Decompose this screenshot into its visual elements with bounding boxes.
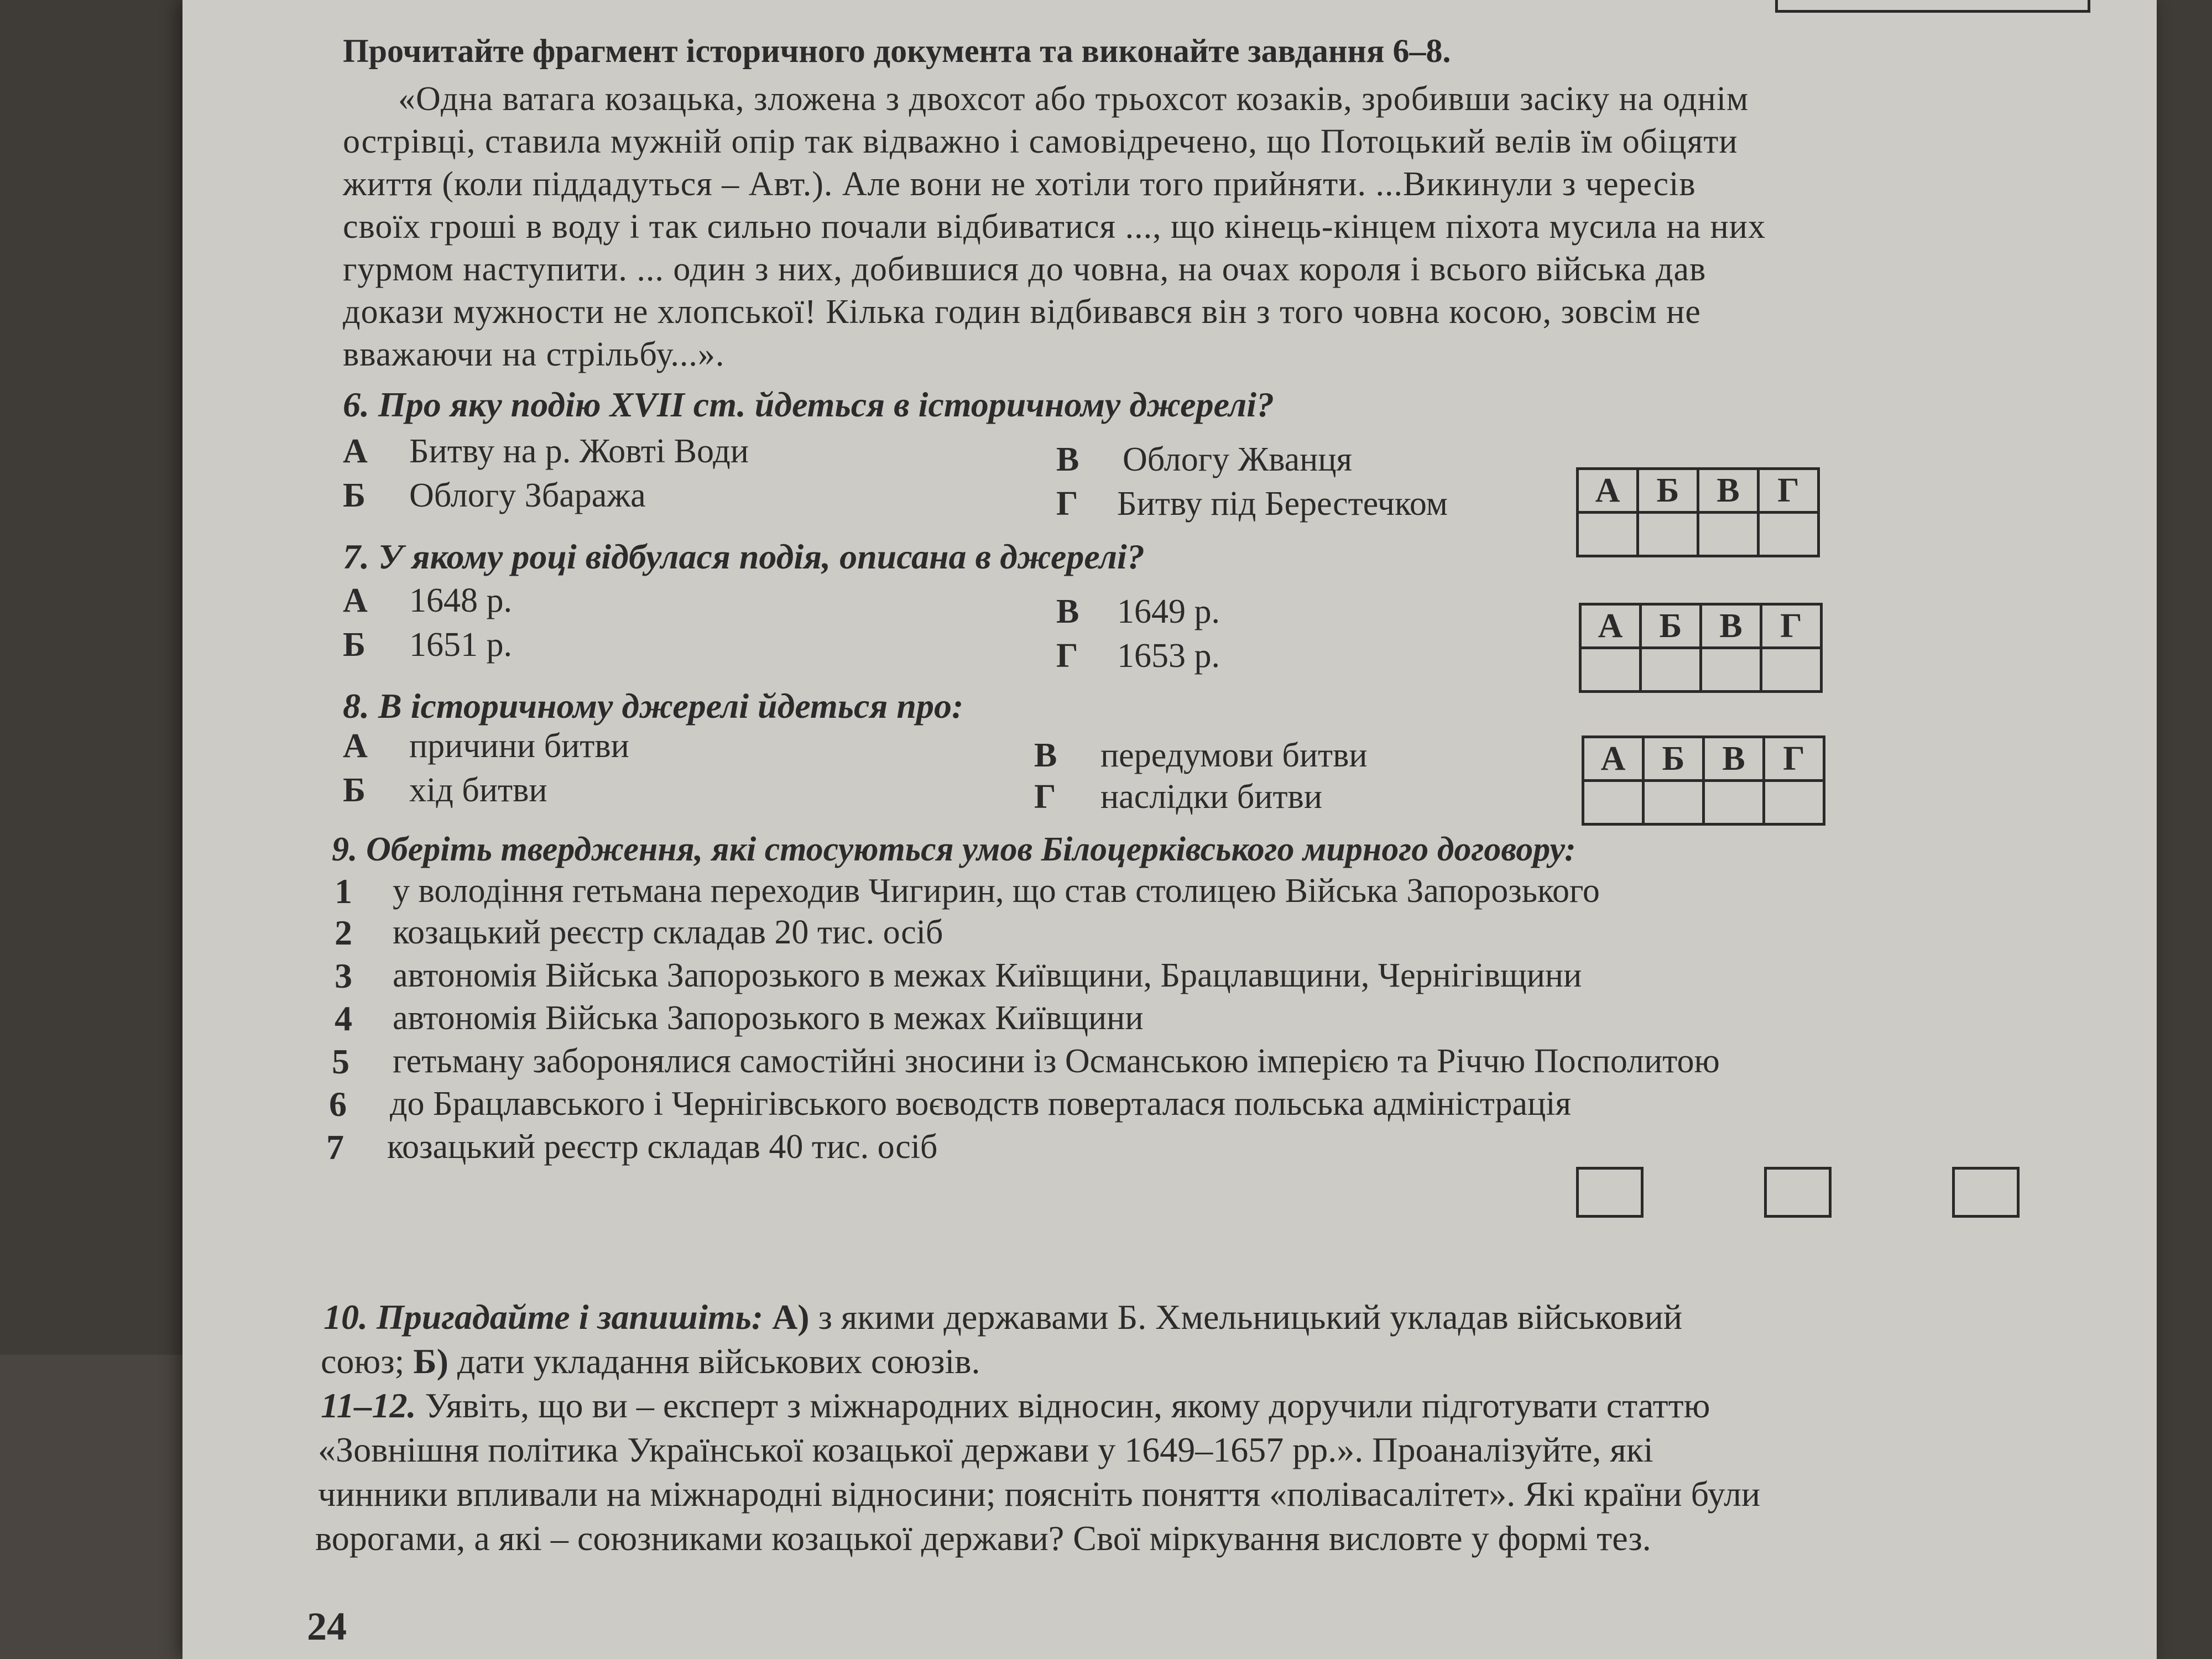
answer-box-2[interactable]: [1764, 1167, 1832, 1218]
question-9: 9. Оберіть твердження, які стосуються умов Білоцерківського мирного договору:: [332, 831, 1576, 868]
source-line: гурмом наступити. ... один з них, добившися до човна, на очах короля і всього війська дав: [343, 251, 1707, 288]
question-6: 6. Про яку подію XVII ст. йдеться в історичному джерелі?: [343, 385, 1274, 424]
q8-option-g: наслідки битви: [1100, 778, 1323, 816]
option-letter: А: [343, 432, 368, 470]
grid-header: Г: [1761, 604, 1822, 648]
question-8: 8. В історичному джерелі йдеться про:: [343, 686, 964, 726]
source-line: острівці, ставила мужній опір так відважно і самовідречено, що Потоцький велів їм обіцяти: [343, 123, 1738, 160]
option-letter: А: [343, 727, 368, 765]
answer-grid-q7: [1579, 603, 1823, 693]
answer-cell[interactable]: [1580, 648, 1641, 692]
answer-cell[interactable]: [1701, 648, 1761, 692]
answer-cell[interactable]: [1698, 513, 1759, 556]
answer-cell[interactable]: [1638, 513, 1698, 556]
option-letter: В: [1056, 441, 1079, 478]
grid-header: Б: [1638, 469, 1698, 513]
statement-text: у володіння гетьмана переходив Чигирин, що став столицею Війська Запорозького: [393, 872, 1600, 910]
statement-number: 7: [326, 1128, 344, 1167]
q6-option-b: Облогу Збаража: [409, 477, 646, 514]
question-11-line-1: [321, 1388, 1710, 1423]
answer-cell[interactable]: [1578, 513, 1638, 556]
answer-cell[interactable]: [1759, 513, 1819, 556]
grid-header: В: [1698, 469, 1759, 513]
question-11-line: чинники впливали на міжнародні відносини; поясніть поняття «полівасалітет». Які країни були: [318, 1474, 1761, 1514]
statement-number: 5: [332, 1042, 349, 1081]
q7-option-v: 1649 р.: [1117, 593, 1220, 630]
question-11-line: ворогами, а які – союзниками козацької держави? Свої міркування висловте у формі тез.: [315, 1519, 1651, 1558]
question-10-b-label: Б): [413, 1342, 448, 1381]
q8-option-b: хід битви: [409, 771, 547, 809]
option-letter: Г: [1056, 637, 1078, 675]
q7-option-b: 1651 р.: [409, 626, 512, 664]
page-number: 24: [307, 1604, 347, 1648]
grid-header: А: [1578, 469, 1638, 513]
grid-header: А: [1580, 604, 1641, 648]
answer-cell[interactable]: [1704, 781, 1764, 825]
question-10-line2-pre: союз;: [321, 1342, 405, 1381]
question-11-line: «Зовнішня політика Української козацької держави у 1649–1657 рр.». Проаналізуйте, які: [318, 1430, 1653, 1469]
statement-text: гетьману заборонялися самостійні зносини із Османською імперією та Річчю Посполитою: [393, 1042, 1720, 1080]
question-7: 7. У якому році відбулася подія, описана в джерелі?: [343, 537, 1145, 576]
grid-header: Б: [1641, 604, 1701, 648]
instructions-heading: Прочитайте фрагмент історичного документа та виконайте завдання 6–8.: [343, 33, 1451, 69]
question-10-line-1: [324, 1297, 1683, 1337]
option-letter: Б: [343, 626, 366, 664]
question-11-text: Уявіть, що ви – експерт з міжнародних відносин, якому доручили підготувати статтю: [425, 1386, 1710, 1425]
q7-option-a: 1648 р.: [409, 582, 512, 619]
question-10-a-label: А): [772, 1297, 810, 1337]
option-letter: А: [343, 582, 368, 619]
answer-cell[interactable]: [1641, 648, 1701, 692]
statement-text: козацький реєстр складав 40 тис. осіб: [387, 1128, 938, 1166]
answer-box-3[interactable]: [1952, 1167, 2020, 1218]
option-letter: В: [1034, 737, 1057, 774]
answer-cell[interactable]: [1644, 781, 1704, 825]
q6-option-a: Битву на р. Жовті Води: [409, 432, 749, 470]
question-10-line-2: [321, 1344, 980, 1379]
grid-header: В: [1701, 604, 1761, 648]
statement-number: 3: [335, 956, 352, 995]
q7-option-g: 1653 р.: [1117, 637, 1220, 675]
question-10-b-text: дати укладання військових союзів.: [457, 1342, 980, 1381]
source-line: «Одна ватага козацька, зложена з двохсот або трьохсот козаків, зробивши засіку на однім: [398, 80, 1749, 118]
q8-option-a: причини битви: [409, 727, 629, 765]
statement-number: 6: [329, 1084, 347, 1124]
option-letter: Г: [1056, 485, 1078, 523]
statement-text: до Брацлавського і Чернігівського воєводств поверталася польська адміністрація: [390, 1085, 1572, 1123]
option-letter: Б: [343, 771, 366, 809]
q6-option-v: Облогу Жванця: [1123, 441, 1353, 478]
answer-grid-q8: [1582, 735, 1825, 826]
source-line: докази мужности не хлопської! Кілька годин відбивався він з того човна косою, зовсім не: [343, 293, 1701, 331]
q8-option-v: передумови битви: [1100, 737, 1368, 774]
question-10-a-text: з якими державами Б. Хмельницький укладав військовий: [818, 1297, 1683, 1337]
statement-text: козацький реєстр складав 20 тис. осіб: [393, 914, 943, 951]
grid-header: Б: [1644, 737, 1704, 781]
statement-number: 2: [335, 913, 352, 952]
source-line: життя (коли піддадуться – Авт.). Але вони не хотіли того прийняти. ...Викинули з чересів: [343, 165, 1696, 203]
answer-cell[interactable]: [1583, 781, 1644, 825]
answer-grid-previous-fragment: [1775, 0, 2090, 13]
answer-cell[interactable]: [1761, 648, 1822, 692]
option-letter: В: [1056, 593, 1079, 630]
source-line: вважаючи на стрільбу...».: [343, 336, 725, 373]
grid-header: Г: [1764, 737, 1824, 781]
question-10-lead: 10. Пригадайте і запишіть:: [324, 1297, 764, 1337]
option-letter: Б: [343, 477, 366, 514]
grid-header: В: [1704, 737, 1764, 781]
source-line: своїх гроші в воду і так сильно почали відбиватися ..., що кінець-кінцем піхота мусила на них: [343, 208, 1766, 246]
option-letter: Г: [1034, 778, 1056, 816]
answer-box-1[interactable]: [1576, 1167, 1644, 1218]
statement-text: автономія Війська Запорозького в межах Київщини: [393, 999, 1144, 1037]
grid-header: А: [1583, 737, 1644, 781]
grid-header: Г: [1759, 469, 1819, 513]
statement-number: 1: [335, 872, 352, 911]
answer-cell[interactable]: [1764, 781, 1824, 825]
background-table: [0, 1355, 199, 1659]
q6-option-g: Битву під Берестечком: [1117, 485, 1448, 523]
statement-text: автономія Війська Запорозького в межах Київщини, Брацлавщини, Чернігівщини: [393, 957, 1582, 994]
workbook-page: [182, 0, 2157, 1659]
answer-grid-q6: [1576, 467, 1820, 557]
question-11-lead: 11–12.: [321, 1386, 416, 1425]
statement-number: 4: [335, 999, 352, 1038]
